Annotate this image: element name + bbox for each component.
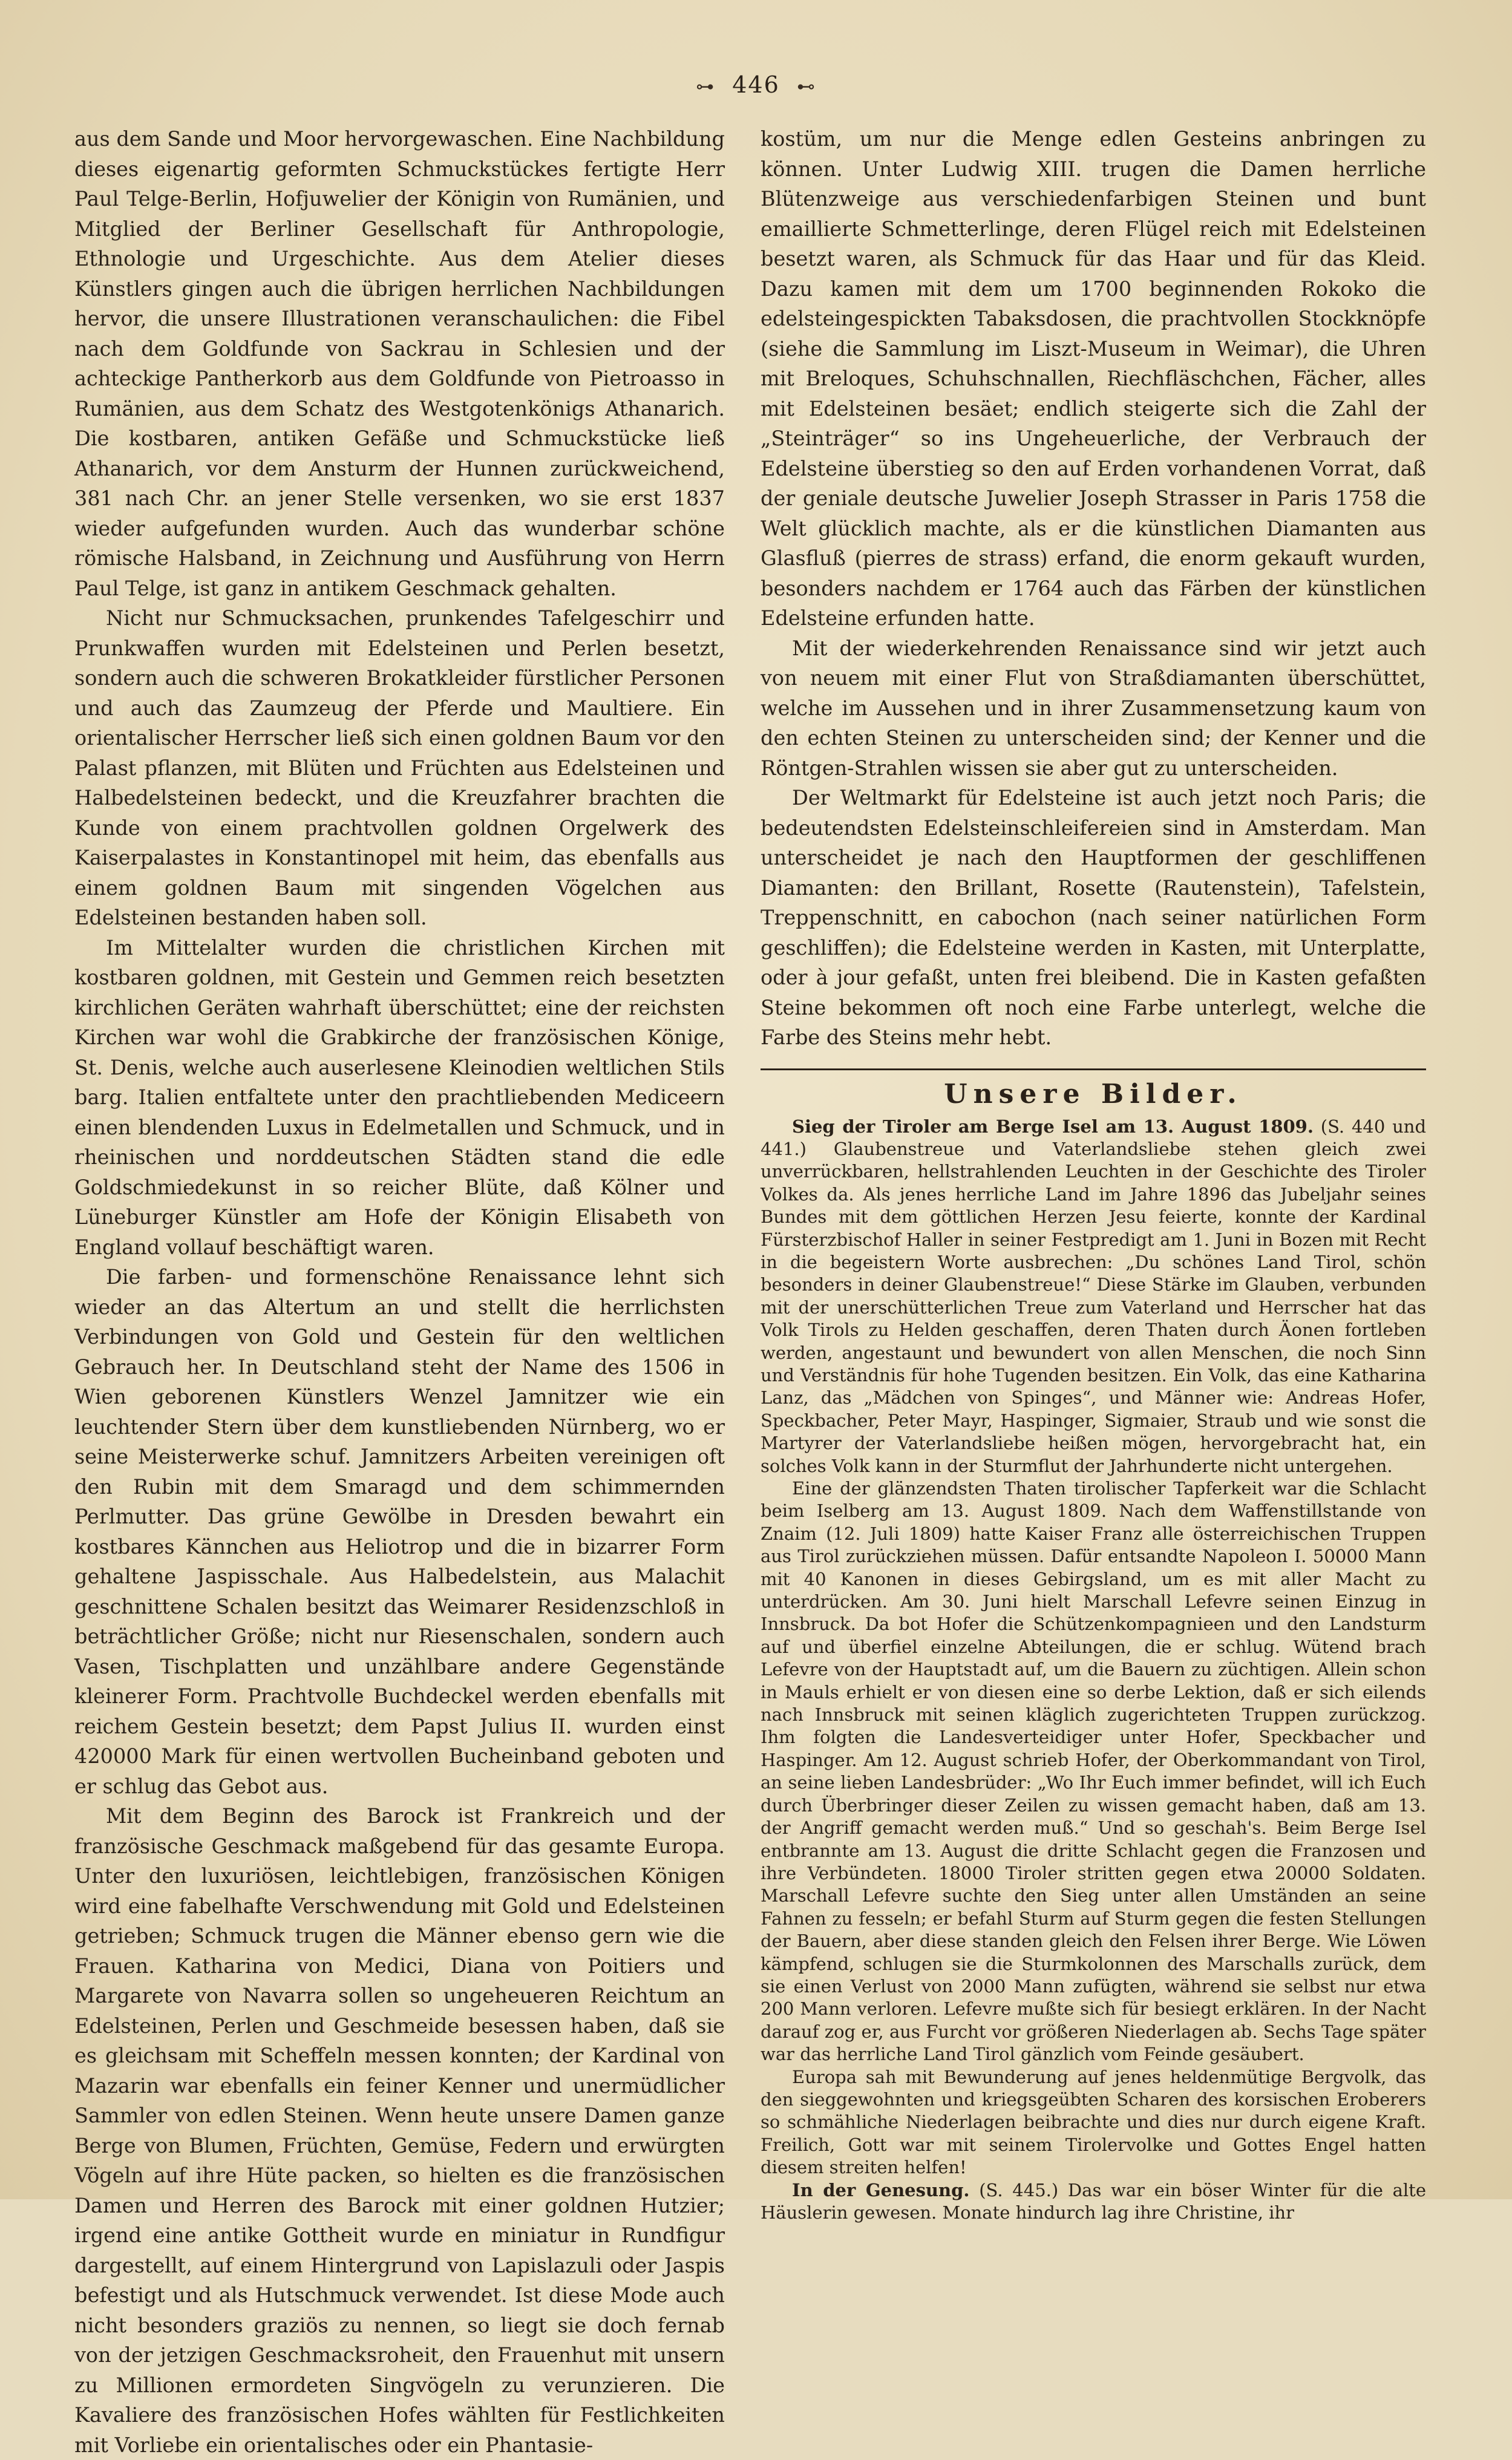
left-paragraph-3: Im Mittelalter wurden die christlichen Kirchen mit kostbaren goldnen, mit Gestein und Gemmen reich besetzten kirchlichen Geräten wahrhaft überschüttet; eine der reichsten Kirchen war wohl die Grabkirche der französischen Könige, St. Denis, welche auch auserlesene Kleinodien weltlichen Stils barg. Italien entfaltete unter den prachtliebenden Mediceern einen blendenden Luxus in Edelmetallen und Schmuck, und in rheinischen und norddeutschen Städten stand die edle Goldschmiedekunst in so reicher Blüte, daß Kölner und Lüneburger Künstler am Hofe der Königin Elisabeth von England vollauf beschäftigt waren. — [74, 935, 725, 1259]
right-column — [761, 124, 1426, 2224]
left-paragraph-1: aus dem Sande und Moor hervorgewaschen. Eine Nachbildung dieses eigenartig geformten Schmuckstückes fertigte Herr Paul Telge-Berlin, Hofjuwelier der Königin von Rumänien, und Mitglied der Berliner Gesellschaft für Anthropologie, Ethnologie und Urgeschichte. Aus dem Atelier dieses Künstlers gingen auch die übrigen herrlichen Nachbildungen hervor, die unsere Illustrationen veranschaulichen: die Fibel nach dem Goldfunde von Sackrau in Schlesien und der achteckige Pantherkorb aus dem Goldfunde von Pietroasso in Rumänien, aus dem Schatz des Westgotenkönigs Athanarich. Die kostbaren, antiken Gefäße und Schmuckstücke ließ Athanarich, vor dem Ansturm der Hunnen zurückweichend, 381 nach Chr. an jener Stelle versenken, wo sie erst 1837 wieder aufgefunden wurden. Auch das wunderbar schöne römische Halsband, in Zeichnung und Ausführung von Herrn Paul Telge, ist ganz in antikem Geschmack gehalten. — [74, 127, 725, 600]
article-sieg-paragraph-3: Europa sah mit Bewunderung auf jenes heldenmütige Bergvolk, das den sieggewohnten und kriegsgeübten Scharen des korsischen Eroberers so schmähliche Niederlagen beibrachte und dies nur durch eigene Kraft. Freilich, Gott war mit seinem Tirolervolke und Gottes Engel hatten diesem streiten helfen! — [761, 2066, 1426, 2178]
left-paragraph-5: Mit dem Beginn des Barock ist Frankreich und der französische Geschmack maßgebend für das gesamte Europa. Unter den luxuriösen, leichtlebigen, französischen Königen wird eine fabelhafte Verschwendung mit Gold und Edelsteinen getrieben; Schmuck trugen die Männer ebenso gern wie die Frauen. Katharina von Medici, Diana von Poitiers und Margarete von Navarra sollen so ungeheueren Reichtum an Edelsteinen, Perlen und Geschmeide besessen haben, daß sie es gleichsam mit Scheffeln messen konnten; der Kardinal von Mazarin war ebenfalls ein feiner Kenner und unermüdlicher Sammler von edlen Steinen. Wenn heute unsere Damen ganze Berge von Blumen, Früchten, Gemüse, Federn und erwürgten Vögeln auf ihre Hüte packen, so hielten es die französischen Damen und Herren des Barock mit einer goldnen Hutzier; irgend eine antike Gottheit wurde en miniatur in Rundfigur dargestellt, auf einem Hintergrund von Lapislazuli oder Jaspis befestigt und als Hutschmuck verwendet. Ist diese Mode auch nicht besonders graziös zu nennen, so liegt sie doch fernab von der jetzigen Geschmacksroheit, den Frauenhut mit unsern zu Millionen ermordeten Singvögeln zu verunzieren. Die Kavaliere des französischen Hofes wählten für Festlichkeiten mit Vorliebe ein orientalisches oder ein Phantasie- — [74, 1804, 725, 2457]
left-paragraph-4: Die farben- und formenschöne Renaissance lehnt sich wieder an das Altertum an und stellt die herrlichsten Verbindungen von Gold und Gestein für den weltlichen Gebrauch her. In Deutschland steht der Name des 1506 in Wien geborenen Künstlers Wenzel Jamnitzer wie ein leuchtender Stern über dem kunstliebenden Nürnberg, wo er seine Meisterwerke schuf. Jamnitzers Arbeiten vereinigen oft den Rubin mit dem Smaragd und dem schimmernden Perlmutter. Das grüne Gewölbe in Dresden bewahrt ein kostbares Kännchen aus Heliotrop und die in bizarrer Form gehaltene Jaspisschale. Aus Halbedelstein, aus Malachit geschnittene Schalen besitzt das Weimarer Residenzschloß in beträchtlicher Größe; nicht nur Riesenschalen, sondern auch Vasen, Tischplatten und unzählbare andere Gegenstände kleinerer Form. Prachtvolle Buchdeckel werden ebenfalls mit reichem Gestein besetzt; dem Papst Julius II. wurden einst 420000 Mark für einen wertvollen Bucheinband geboten und er schlug das Gebot aus. — [74, 1265, 725, 1798]
right-paragraph-2: Mit der wiederkehrenden Renaissance sind wir jetzt auch von neuem mit einer Flut von Straßdiamanten überschüttet, welche im Aussehen und in ihrer Zusammensetzung kaum von den echten Steinen zu unterscheiden sind; der Kenner und die Röntgen-Strahlen wissen sie aber gut zu unterscheiden. — [761, 636, 1426, 780]
pictures-section — [761, 1116, 1426, 2225]
page-header — [0, 71, 1512, 108]
right-paragraph-3: Der Weltmarkt für Edelsteine ist auch jetzt noch Paris; die bedeutendsten Edelsteinschleifereien sind in Amsterdam. Man unterscheidet je nach den Hauptformen der geschliffenen Diamanten: den Brillant, Rosette (Rautenstein), Tafelstein, Treppenschnitt, en cabochon (nach seiner natürlichen Form geschliffen); die Edelsteine werden in Kasten, mit Unterplatte, oder à jour gefaßt, unten frei bleibend. Die in Kasten gefaßten Steine bekommen oft noch eine Farbe unterlegt, welche die Farbe des Steins mehr hebt. — [761, 786, 1426, 1049]
section-divider — [761, 1068, 1426, 1070]
article-text-sieg: (S. 440 und 441.) Glaubenstreue und Vaterlandsliebe stehen gleich zwei unverrückbaren, hellstrahlenden Leuchten in der Geschichte des Tiroler Volkes da. Als jenes herrliche Land im Jahre 1896 das Jubeljahr seines Bundes mit dem göttlichen Herzen Jesu feierte, konnte der Kardinal Fürsterzbischof Haller in seiner Festpredigt am 1. Juni in Bozen mit Recht in die begeistern Worte ausbrechen: „Du schönes Land Tirol, schön besonders in deiner Glaubenstreue!“ Diese Stärke im Glauben, verbunden mit der unerschütterlichen Treue zum Vaterland und Herrscher hat das Volk Tirols zu Helden geschaffen, deren Thaten durch Äonen fortleben werden, angestaunt und bewundert von allen Menschen, die noch Sinn und Verständnis für hohe Tugenden besitzen. Ein Volk, das eine Katharina Lanz, das „Mädchen von Spinges“, und Männer wie: Andreas Hofer, Speckbacher, Peter Mayr, Haspinger, Sigmaier, Straub und wie sonst die Martyrer der Vaterlandsliebe heißen mögen, hervorgebracht hat, ein solches Volk kann in der Sturmflut der Jahrhunderte nicht untergehen. — [761, 1116, 1427, 1476]
article-title-genesung: In der Genesung. — [792, 2179, 970, 2200]
article-title-sieg: Sieg der Tiroler am Berge Isel am 13. August 1809. — [792, 1116, 1314, 1137]
left-paragraph-2: Nicht nur Schmucksachen, prunkendes Tafelgeschirr und Prunkwaffen wurden mit Edelsteinen und Perlen besetzt, sondern auch die schweren Brokatkleider fürstlicher Personen und auch das Zaumzeug der Pferde und Maultiere. Ein orientalischer Herrscher ließ sich einen goldnen Baum vor den Palast pflanzen, mit Blüten und Früchten aus Edelsteinen und Halbedelsteinen bedeckt, und die Kreuzfahrer brachten die Kunde von einem prachtvollen goldnen Orgelwerk des Kaiserpalastes in Konstantinopel mit heim, das ebenfalls aus einem goldnen Baum mit singenden Vögelchen aus Edelsteinen bestanden haben soll. — [74, 606, 725, 929]
article-sieg-der-tiroler — [761, 1116, 1426, 1478]
page-number: 446 — [732, 71, 780, 98]
right-main-text — [761, 124, 1426, 1053]
article-in-der-genesung — [761, 2179, 1426, 2225]
ornament-left-icon: ⊶ — [696, 76, 716, 97]
ornament-right-icon: ⊷ — [796, 76, 816, 97]
left-column — [74, 124, 725, 2460]
article-sieg-paragraph-2: Eine der glänzendsten Thaten tirolischer Tapferkeit war die Schlacht beim Iselberg am 13. August 1809. Nach dem Waffenstillstande von Znaim (12. Juli 1809) hatte Kaiser Franz alle österreichischen Truppen aus Tirol zurückziehen müssen. Dafür entsandte Napoleon I. 50000 Mann mit 40 Kanonen in dieses Gebirgsland, um es mit aller Macht zu unterdrücken. Am 30. Juni hielt Marschall Lefevre seinen Einzug in Innsbruck. Da bot Hofer die Schützenkompagnieen und den Landsturm auf und überfiel einzelne Abteilungen, die er schlug. Wütend brach Lefevre von der Hauptstadt auf, um die Bauern zu züchtigen. Allein schon in Mauls erhielt er von diesen eine so derbe Lektion, daß er sich eilends nach Innsbruck mit seinen kläglich zugerichteten Truppen zurückzog. Ihm folgten die Landesverteidiger unter Hofer, Speckbacher und Haspinger. Am 12. August schrieb Hofer, der Oberkommandant von Tirol, an seine lieben Landesbrüder: „Wo Ihr Euch immer befindet, will ich Euch durch Überbringer dieser Zeilen zu wissen gemacht haben, daß am 13. der Angriff gemacht werden muß.“ Und so geschah's. Beim Berge Isel entbrannte am 13. August die dritte Schlacht gegen die Franzosen und ihre Verbündeten. 18000 Tiroler stritten gegen etwa 20000 Soldaten. Marschall Lefevre suchte den Sieg unter allen Umständen an seine Fahnen zu fesseln; er befahl Sturm auf Sturm gegen die festen Stellungen der Bauern, aber diese standen gleich den Felsen ihrer Berge. Wie Löwen kämpfend, schlugen sie die Sturmkolonnen des Marschalls zurück, dem sie einen Verlust von 2000 Mann zufügten, während sie selbst nur etwa 200 Mann verloren. Lefevre mußte sich für besiegt erklären. In der Nacht darauf zog er, aus Furcht vor größeren Niederlagen ab. Sechs Tage später war das herrliche Land Tirol gänzlich vom Feinde gesäubert. — [761, 1478, 1426, 2065]
section-title: Unsere Bilder. — [944, 1078, 1243, 1110]
right-paragraph-1: kostüm, um nur die Menge edlen Gesteins anbringen zu können. Unter Ludwig XIII. trugen die Damen herrliche Blütenzweige aus verschiedenfarbigen Steinen und bunt emaillierte Schmetterlinge, deren Flügel reich mit Edelsteinen besetzt waren, als Schmuck für das Haar und für das Kleid. Dazu kamen mit dem um 1700 beginnenden Rokoko die edelsteingespickten Tabaksdosen, die prachtvollen Stockknöpfe (siehe die Sammlung im Liszt-Museum in Weimar), die Uhren mit Breloques, Schuhschnallen, Riechfläschchen, Fächer, alles mit Edelsteinen besäet; endlich steigerte sich die Zahl der „Steinträger“ so ins Ungeheuerliche, der Verbrauch der Edelsteine überstieg so den auf Erden vorhandenen Vorrat, daß der geniale deutsche Juwelier Joseph Strasser in Paris 1758 die Welt glücklich machte, als er die künstlichen Diamanten aus Glasfluß (pierres de strass) erfand, die enorm gekauft wurden, besonders nachdem er 1764 auch das Färben der künstlichen Edelsteine erfunden hatte. — [761, 127, 1426, 630]
article-text-genesung: (S. 445.) Das war ein böser Winter für die alte Häuslerin gewesen. Monate hindurch lag ihre Christine, ihr — [761, 2179, 1426, 2223]
